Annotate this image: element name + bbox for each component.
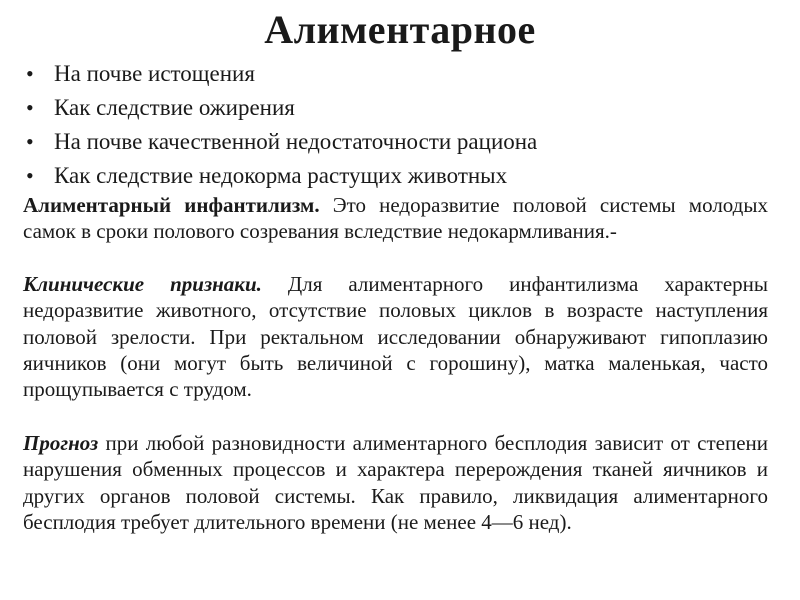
bullet-icon: • <box>26 163 34 188</box>
paragraph-clinical-signs <box>23 271 768 402</box>
bullet-text: На почве истощения <box>54 61 255 86</box>
bullet-text: На почве качественной недостаточности рациона <box>54 129 538 154</box>
paragraph-text: Это недоразвитие половой системы молодых самок в сроки полового созревания вследствие недокармливания.- <box>23 193 768 244</box>
bullet-text: Как следствие ожирения <box>54 95 295 120</box>
paragraph-text: Для алиментарного инфантилизма характерны недоразвитие животного, отсутствие половых циклов в возрасте наступления половой зрелости. При ректальном исследовании обнаруживают гипоплазию яичников (они могут быть величиной с горошину), матка маленькая, часто прощупывается с трудом. <box>23 272 768 402</box>
paragraph-prognosis <box>23 430 768 535</box>
bullet-item <box>26 125 786 159</box>
paragraph-lead: Прогноз <box>23 431 99 455</box>
bullet-icon: • <box>26 129 34 154</box>
bullet-item <box>26 91 786 125</box>
bullet-item <box>26 57 786 91</box>
bullet-item <box>26 159 786 193</box>
slide-title: Алиментарное <box>264 7 536 52</box>
paragraph-alimentary-infantilism <box>23 192 768 245</box>
paragraph-lead: Алиментарный инфантилизм. <box>23 193 320 217</box>
bullet-list <box>26 57 786 193</box>
bullet-icon: • <box>26 61 34 86</box>
bullet-icon: • <box>26 95 34 120</box>
paragraph-lead: Клинические признаки. <box>23 272 262 296</box>
bullet-text: Как следствие недокорма растущих животных <box>54 163 508 188</box>
paragraph-text: при любой разновидности алиментарного бесплодия зависит от степени нарушения обменных процессов и характера перерождения тканей яичников и других органов половой системы. Как правило, ликвидация алиментарного бесплодия требует длительного времени (не менее 4—6 нед). <box>23 431 768 534</box>
